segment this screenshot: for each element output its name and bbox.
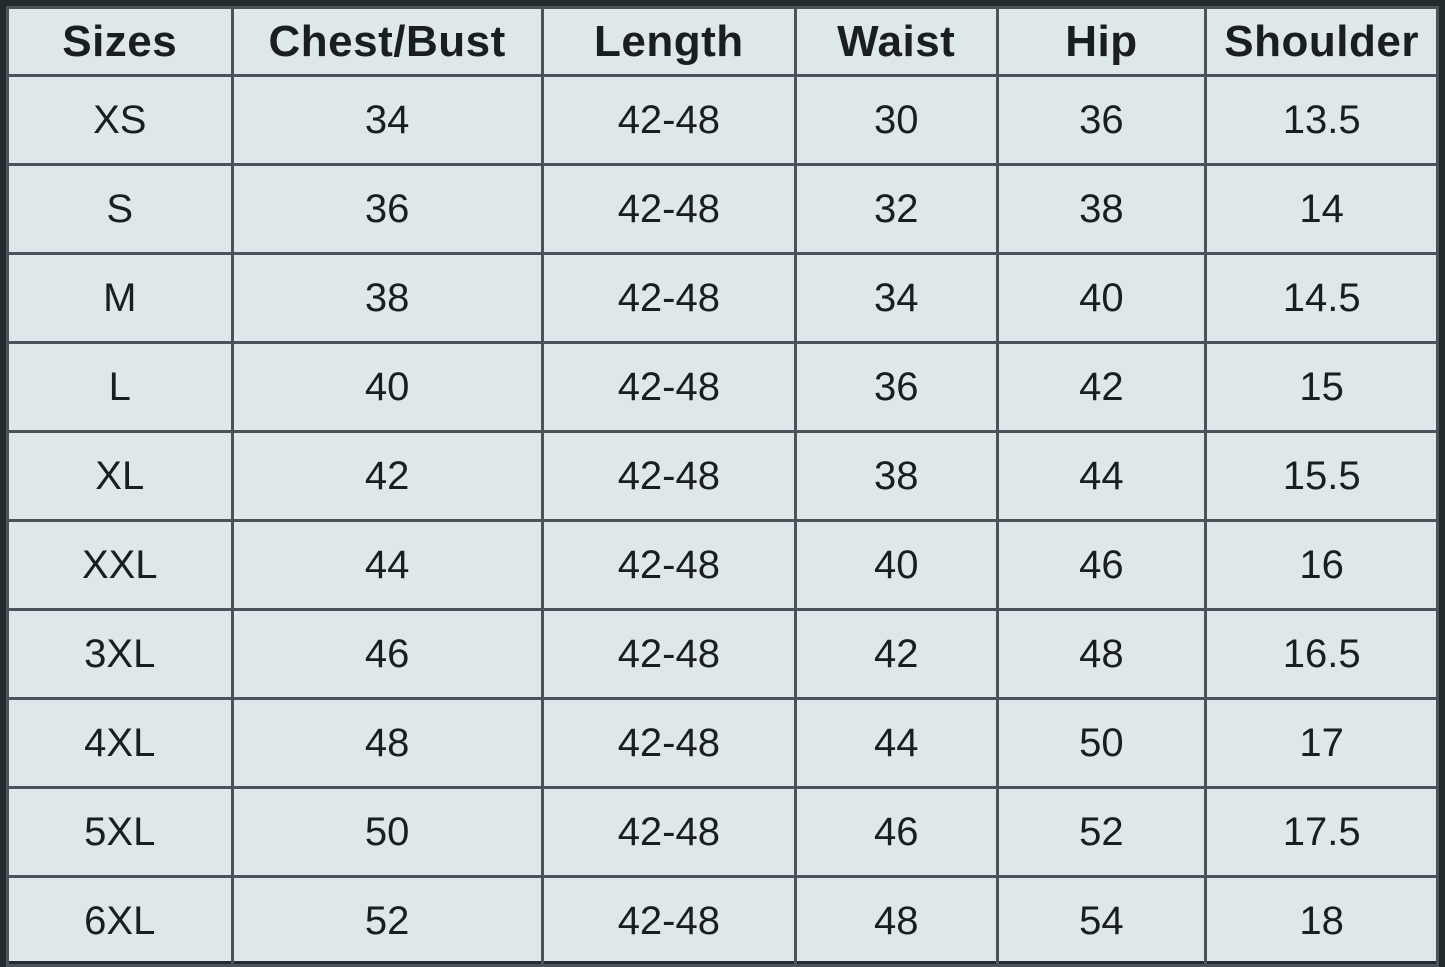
size-label-cell: 6XL (8, 877, 233, 966)
size-label-cell: M (8, 254, 233, 343)
measurement-cell: 40 (795, 521, 997, 610)
size-row (8, 76, 1438, 165)
size-label-cell: L (8, 343, 233, 432)
measurement-cell: 42-48 (542, 165, 795, 254)
size-label-cell: 4XL (8, 699, 233, 788)
measurement-cell: 36 (997, 76, 1206, 165)
measurement-cell: 48 (795, 877, 997, 966)
column-header: Shoulder (1206, 8, 1438, 76)
measurement-cell: 40 (232, 343, 542, 432)
header-row (8, 8, 1438, 76)
measurement-cell: 42 (795, 610, 997, 699)
measurement-cell: 46 (795, 788, 997, 877)
size-row (8, 165, 1438, 254)
size-chart-body (8, 76, 1438, 966)
size-label-cell: 5XL (8, 788, 233, 877)
size-row (8, 699, 1438, 788)
measurement-cell: 16.5 (1206, 610, 1438, 699)
measurement-cell: 42-48 (542, 610, 795, 699)
measurement-cell: 15.5 (1206, 432, 1438, 521)
measurement-cell: 42 (997, 343, 1206, 432)
measurement-cell: 36 (795, 343, 997, 432)
measurement-cell: 42-48 (542, 699, 795, 788)
size-row (8, 521, 1438, 610)
size-chart-table (6, 6, 1439, 967)
measurement-cell: 42-48 (542, 254, 795, 343)
column-header: Length (542, 8, 795, 76)
measurement-cell: 44 (997, 432, 1206, 521)
column-header: Chest/Bust (232, 8, 542, 76)
measurement-cell: 42-48 (542, 76, 795, 165)
measurement-cell: 52 (232, 877, 542, 966)
size-row (8, 254, 1438, 343)
size-label-cell: 3XL (8, 610, 233, 699)
measurement-cell: 42-48 (542, 788, 795, 877)
measurement-cell: 38 (232, 254, 542, 343)
measurement-cell: 42-48 (542, 877, 795, 966)
measurement-cell: 42 (232, 432, 542, 521)
size-row (8, 432, 1438, 521)
size-row (8, 610, 1438, 699)
measurement-cell: 42-48 (542, 521, 795, 610)
measurement-cell: 48 (232, 699, 542, 788)
size-chart-header (8, 8, 1438, 76)
size-label-cell: XL (8, 432, 233, 521)
column-header: Hip (997, 8, 1206, 76)
measurement-cell: 42-48 (542, 343, 795, 432)
measurement-cell: 44 (232, 521, 542, 610)
measurement-cell: 15 (1206, 343, 1438, 432)
measurement-cell: 50 (232, 788, 542, 877)
measurement-cell: 38 (997, 165, 1206, 254)
size-label-cell: XXL (8, 521, 233, 610)
measurement-cell: 44 (795, 699, 997, 788)
size-row (8, 877, 1438, 966)
column-header: Waist (795, 8, 997, 76)
measurement-cell: 13.5 (1206, 76, 1438, 165)
measurement-cell: 52 (997, 788, 1206, 877)
measurement-cell: 46 (232, 610, 542, 699)
measurement-cell: 34 (232, 76, 542, 165)
measurement-cell: 40 (997, 254, 1206, 343)
measurement-cell: 16 (1206, 521, 1438, 610)
measurement-cell: 48 (997, 610, 1206, 699)
measurement-cell: 30 (795, 76, 997, 165)
measurement-cell: 38 (795, 432, 997, 521)
measurement-cell: 17.5 (1206, 788, 1438, 877)
size-label-cell: S (8, 165, 233, 254)
measurement-cell: 32 (795, 165, 997, 254)
measurement-cell: 14.5 (1206, 254, 1438, 343)
measurement-cell: 14 (1206, 165, 1438, 254)
measurement-cell: 36 (232, 165, 542, 254)
measurement-cell: 34 (795, 254, 997, 343)
measurement-cell: 17 (1206, 699, 1438, 788)
measurement-cell: 42-48 (542, 432, 795, 521)
measurement-cell: 46 (997, 521, 1206, 610)
measurement-cell: 18 (1206, 877, 1438, 966)
size-row (8, 788, 1438, 877)
size-label-cell: XS (8, 76, 233, 165)
column-header: Sizes (8, 8, 233, 76)
measurement-cell: 54 (997, 877, 1206, 966)
size-row (8, 343, 1438, 432)
measurement-cell: 50 (997, 699, 1206, 788)
